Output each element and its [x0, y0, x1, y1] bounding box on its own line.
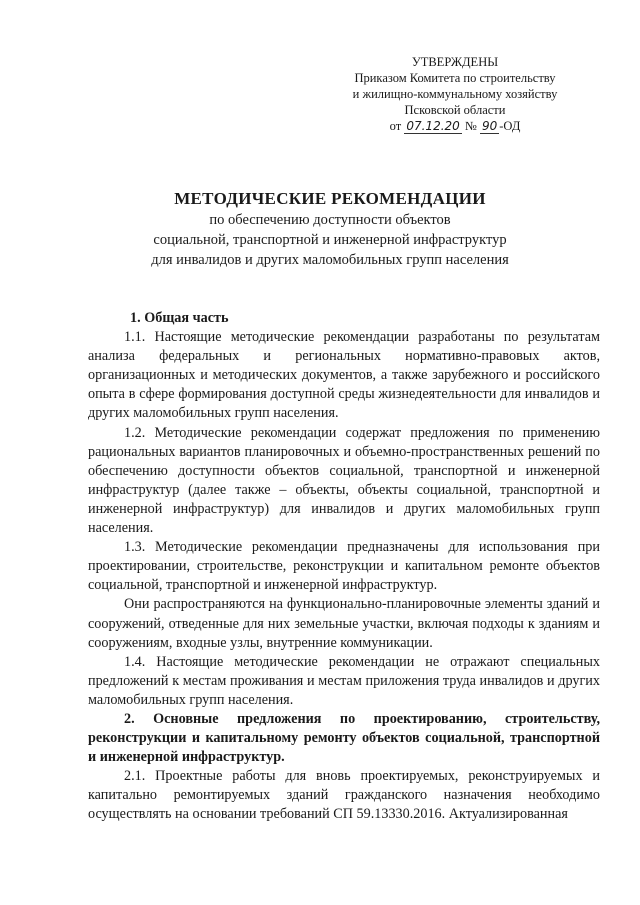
- approval-heading: УТВЕРЖДЕНЫ: [411, 55, 499, 69]
- handwritten-date: 07.12.20: [406, 119, 460, 133]
- approval-date-line: [330, 118, 580, 134]
- title-subtitle: для инвалидов и других маломобильных групп населения: [151, 252, 509, 268]
- approval-stamp: [330, 54, 580, 134]
- paragraph-1-3: 1.3. Методические рекомендации предназначены для использования при проектировании, строительстве, реконструкции и капитальном ремонте объектов социальной, транспортной и инженерной инфраструктур.: [88, 539, 600, 594]
- number-prefix: №: [464, 119, 477, 133]
- document-title: [60, 188, 600, 270]
- title-main: МЕТОДИЧЕСКИЕ РЕКОМЕНДАЦИИ: [174, 189, 486, 208]
- date-prefix: от: [389, 119, 402, 133]
- paragraph-1-4: 1.4. Настоящие методические рекомендации не отражают специальных предложений к местам проживания и местам приложения труда инвалидов и других маломобильных групп населения.: [88, 653, 600, 708]
- document-body: [88, 309, 600, 825]
- section-2-heading: 2. Основные предложения по проектированию, строительству, реконструкции и капитальному ремонту объектов социальной, транспортной и инженерной инфраструктур.: [88, 710, 600, 766]
- section-1-heading: 1. Общая часть: [130, 310, 229, 326]
- paragraph-1-2: 1.2. Методические рекомендации содержат предложения по применению рациональных вариантов планировочных и объемно-пространственных решений по обеспечению доступности объектов социальной, транспортной и инженерной инфраструктур (далее также – объекты, объекты социальной, транспортной и инженерной инфраструктур) для инвалидов и других маломобильных групп населения.: [88, 424, 600, 537]
- approval-line: и жилищно-коммунальному хозяйству: [352, 87, 558, 101]
- paragraph-2-1: 2.1. Проектные работы для вновь проектируемых, реконструируемых и капитально ремонтируемых зданий гражданского назначения необходимо осуществлять на основании требований СП 59.13330.2016. Актуализированная: [88, 768, 600, 823]
- paragraph-1-1: 1.1. Настоящие методические рекомендации разработаны по результатам анализа федеральных и региональных нормативно-правовых актов, организационных и методических документов, а также зарубежного и российского опыта в сфере формирования доступной среды жизнедеятельности для инвалидов и других маломобильных групп населения.: [88, 329, 600, 422]
- title-subtitle: по обеспечению доступности объектов: [209, 212, 451, 228]
- number-suffix: -ОД: [499, 119, 521, 133]
- handwritten-number: 90: [481, 119, 498, 133]
- paragraph-1-3-continued: Они распространяются на функционально-планировочные элементы зданий и сооружений, отведенные для них земельные участки, включая подходы к зданиям и сооружениям, входные узлы, внутренние коммуникации.: [88, 596, 600, 651]
- approval-line: Псковской области: [404, 103, 506, 117]
- approval-line: Приказом Комитета по строительству: [354, 71, 556, 85]
- title-subtitle: социальной, транспортной и инженерной инфраструктур: [153, 232, 507, 248]
